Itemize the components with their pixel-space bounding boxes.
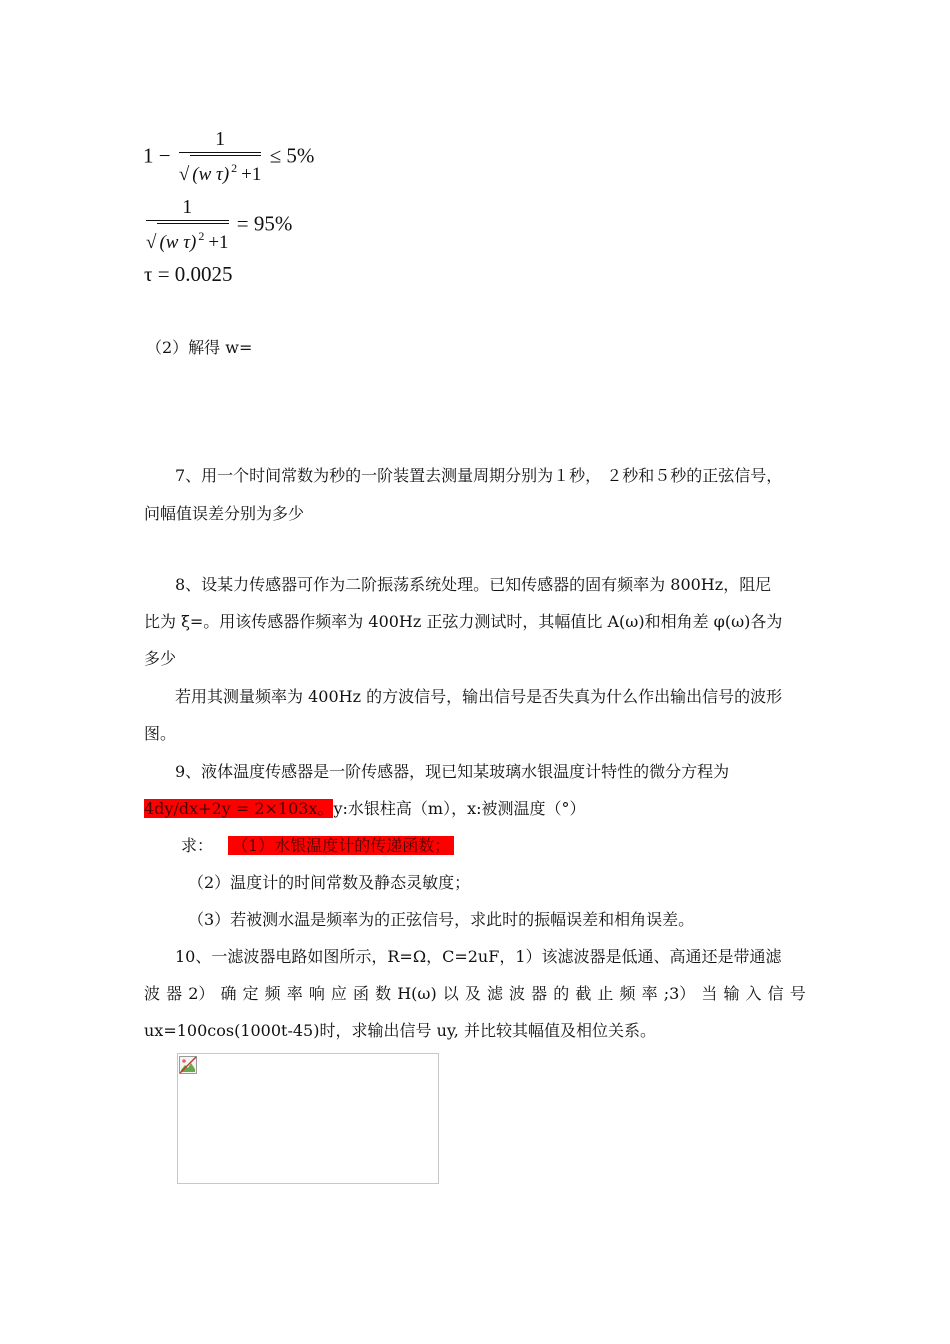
q10-line2-part: 当 (701, 984, 718, 1003)
q10-line2-part: 响 (308, 984, 325, 1003)
q10-line2-part: 入 (745, 984, 762, 1003)
q8-line1: 8、设某力传感器可作为二阶振荡系统处理。已知传感器的固有频率为 800Hz，阻尼 (175, 575, 772, 594)
formula-fraction (146, 196, 229, 255)
fraction-numerator: 1 (182, 196, 193, 218)
q9-variables: y:水银柱高（m），x:被测温度（°） (333, 799, 586, 818)
formula-fraction (179, 128, 262, 187)
q9-ask3: （3）若被测水温是频率为的正弦信号，求此时的振幅误差和相角误差。 (188, 910, 695, 929)
q10-line2-part: 及 (464, 984, 481, 1003)
formula-tau (144, 262, 233, 287)
q9-line1: 9、液体温度传感器是一阶传感器，现已知某玻璃水银温度计特性的微分方程为 (175, 762, 730, 781)
formula-rhs: ≤ 5% (269, 143, 315, 168)
q10-line2-part: H(ω) (397, 984, 437, 1003)
q10-line2-part: 截 (575, 984, 592, 1003)
formula-tau-text: τ = 0.0025 (144, 262, 233, 286)
q10-line2-part: 定 (242, 984, 259, 1003)
q10-line2-part: 频 (619, 984, 636, 1003)
q10-line2-part: 器 (166, 984, 183, 1003)
q10-line2-part: 以 (442, 984, 459, 1003)
q7-line2: 问幅值误差分别为多少 (144, 504, 305, 523)
q8-line5: 图。 (144, 724, 177, 743)
q10-line2-part: 应 (330, 984, 347, 1003)
q10-line3: ux=100cos(1000t-45)时，求输出信号 uy, 并比较其幅值及相位关系。 (144, 1021, 656, 1040)
q10-line2 (144, 982, 806, 1006)
formula-ratio (143, 196, 292, 255)
broken-image-icon (179, 1056, 197, 1074)
plus-one: +1 (241, 164, 262, 185)
plus-one: +1 (208, 232, 229, 253)
q9-ask-label: 求： (181, 836, 214, 855)
q10-line2-part: 的 (553, 984, 570, 1003)
q8-line3: 多少 (144, 649, 177, 668)
q9-line2 (144, 797, 586, 821)
q10-line2-part: 确 (220, 984, 237, 1003)
circuit-figure-placeholder (177, 1053, 439, 1184)
q10-line2-part: 函 (353, 984, 370, 1003)
q10-line1: 10、一滤波器电路如图所示，R=Ω，C=2uF，1）该滤波器是低通、高通还是带通滤 (175, 947, 782, 966)
q10-line2-part: 波 (509, 984, 526, 1003)
exponent: 2 (198, 229, 205, 243)
q10-line2-part: 号 (789, 984, 806, 1003)
q8-line4: 若用其测量频率为 400Hz 的方波信号，输出信号是否失真为什么作出输出信号的波形 (175, 687, 783, 706)
formula-amplitude-error (143, 128, 314, 187)
q7-line1: 7、用一个时间常数为秒的一阶装置去测量周期分别为１秒， ２秒和５秒的正弦信号， (175, 466, 783, 485)
q10-line2-part: 滤 (486, 984, 503, 1003)
q10-line2-part: 输 (723, 984, 740, 1003)
formula-lhs: 1 − (143, 143, 171, 168)
q10-line2-part: 数 (375, 984, 392, 1003)
q9-ask1 (181, 834, 454, 858)
q10-line2-part: 频 (264, 984, 281, 1003)
sqrt-content: (w τ) (192, 164, 230, 185)
fraction-denominator: √ (w τ) $^2$ +1 (179, 152, 262, 187)
q10-line2-part: 信 (767, 984, 784, 1003)
sqrt-content: (w τ) (159, 232, 197, 253)
exponent: 2 (231, 161, 238, 175)
q9-ask2: （2）温度计的时间常数及静态灵敏度； (188, 873, 471, 892)
answer-line: （2）解得 w= (146, 338, 253, 357)
fraction-numerator: 1 (215, 128, 226, 150)
formula-rhs: = 95% (236, 211, 293, 236)
q10-line2-part: 率 (641, 984, 658, 1003)
q9-equation-highlight: 4dy/dx+2y = 2×103x。 (144, 799, 334, 818)
q8-line2: 比为 ξ=。用该传感器作频率为 400Hz 正弦力测试时，其幅值比 A(ω)和相角差 φ(ω)各为 (144, 612, 783, 631)
q10-line2-part: 率 (286, 984, 303, 1003)
q10-line2-part: ;3） (663, 984, 696, 1003)
q10-line2-part: 波 (144, 984, 161, 1003)
fraction-denominator: √ (w τ) $^2$ +1 (146, 220, 229, 255)
q10-line2-part: 止 (597, 984, 614, 1003)
q10-line2-part: 器 (531, 984, 548, 1003)
q9-ask1-highlight: （1）水银温度计的传递函数； (228, 836, 454, 855)
q10-line2-part: 2） (188, 984, 215, 1003)
